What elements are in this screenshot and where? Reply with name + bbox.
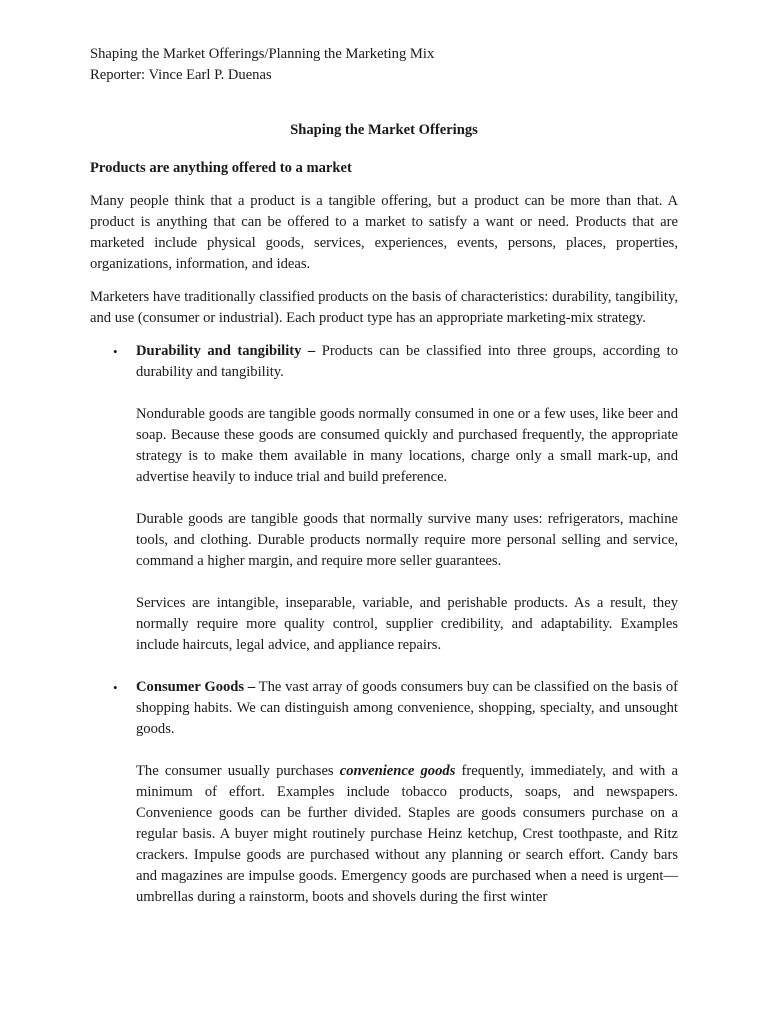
page-title: Shaping the Market Offerings [290,122,478,138]
paragraph-product-definition: Many people think that a product is a tangible offering, but a product can be more than that. A product is anything that can be offered to a market to satisfy a want or need. Products that are marketed include physical goods, services, experiences, events, persons, places, properties, organizations, information, and ideas. [90,193,678,272]
list-item [90,341,678,656]
bullet-term: Consumer Goods – [136,679,256,695]
bullet-list [90,341,678,908]
document-header-title: Shaping the Market Offerings/Planning the Marketing Mix [90,46,435,62]
paragraph-rest-text: frequently, immediately, and with a minimum of effort. Examples include tobacco products, soaps, and newspapers. Convenience goods can be further divided. Staples are goods consumers purchase on a regular basis. A buyer might routinely purchase Heinz ketchup, Crest toothpaste, and Ritz crackers. Impulse goods are purchased without any planning or search effort. Candy bars and magazines are impulse goods. Emergency goods are purchased when a need is urgent— umbrellas during a rainstorm, boots and shovels during the first winter [136,763,678,905]
paragraph-durable-goods: Durable goods are tangible goods that normally survive many uses: refrigerators, machine tools, and clothing. Durable products normally require more personal selling and service, command a higher margin, and require more seller guarantees. [136,511,678,569]
paragraph-product-classification: Marketers have traditionally classified products on the basis of characteristics: durability, tangibility, and use (consumer or industrial). Each product type has an appropriate marketing-mix strategy. [90,289,678,326]
paragraph-services: Services are intangible, inseparable, variable, and perishable products. As a result, they normally require more quality control, supplier credibility, and adaptability. Examples include haircuts, legal advice, and appliance repairs. [136,595,678,653]
emphasized-term: convenience goods [339,763,456,779]
bullet-icon: • [113,680,118,695]
bullet-lead-consumer-goods [136,677,678,740]
bullet-icon: • [113,344,118,359]
bullet-term: Durability and tangibility – [136,343,316,359]
bullet-lead-durability [136,341,678,383]
bullet-lead-text: Products can be classified into three groups, according to durability and tangibility. [136,343,678,380]
document-page [90,44,678,908]
section-subheading: Products are anything offered to a market [90,160,352,176]
list-item [90,677,678,908]
paragraph-convenience-goods [136,761,678,908]
bullet-lead-text: The vast array of goods consumers buy can be classified on the basis of shopping habits. We can distinguish among convenience, shopping, specialty, and unsought goods. [136,679,679,737]
document-header-reporter: Reporter: Vince Earl P. Duenas [90,67,272,83]
paragraph-nondurable-goods: Nondurable goods are tangible goods normally consumed in one or a few uses, like beer and soap. Because these goods are consumed quickly and purchased frequently, the appropriate strategy is to make them available in many locations, charge only a small mark-up, and advertise heavily to induce trial and build preference. [136,406,678,485]
paragraph-intro-text: The consumer usually purchases [136,763,340,779]
